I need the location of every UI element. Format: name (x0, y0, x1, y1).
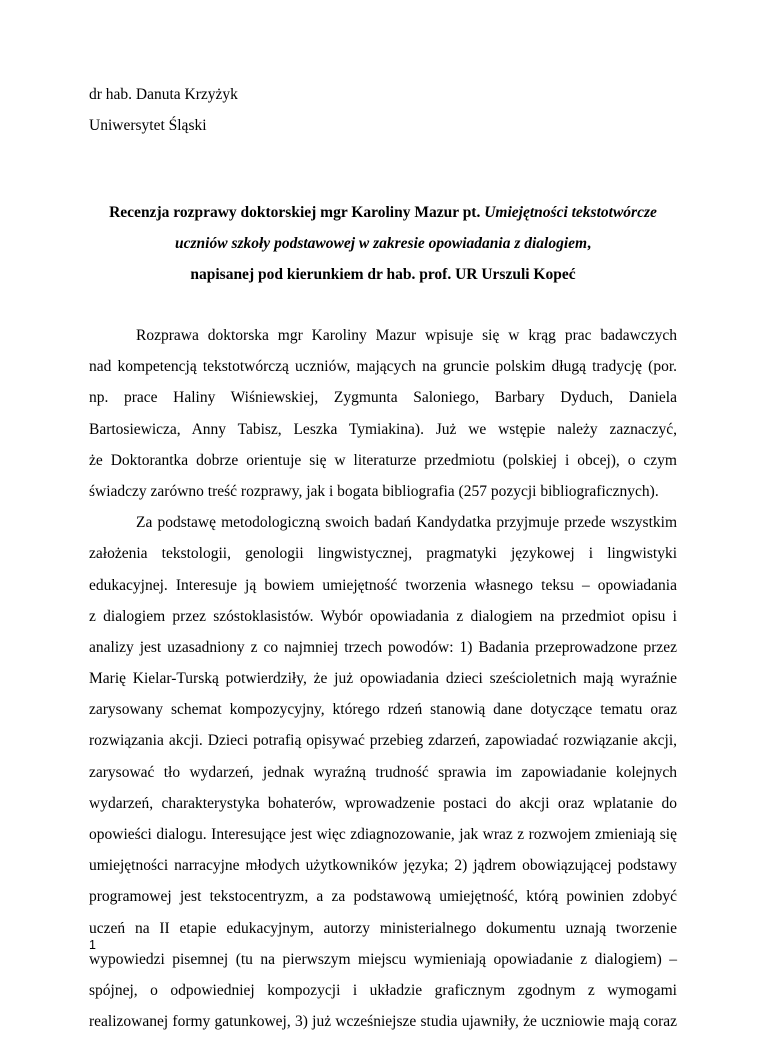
title-line-2-suffix: , (587, 235, 591, 252)
title-line-3: napisanej pod kierunkiem dr hab. prof. UR Urszuli Kopeć (190, 266, 576, 283)
paragraph-2-line: spójnej, o odpowiedniej kompozycji i układzie graficznym zgodnym z wymogami (89, 981, 677, 999)
paragraph-2-line: umiejętności narracyjne młodych użytkowników języka; 2) jądrem obowiązującej podstawy (89, 857, 677, 875)
paragraph-2-line: rozwiązania akcji. Dzieci potrafią opisywać przebieg zdarzeń, zapowiadać rozwiązanie akcji, (89, 732, 677, 750)
paragraph-2-line: założenia tekstologii, genologii lingwistycznej, pragmatyki językowej i lingwistyki (89, 545, 677, 563)
paragraph-2-line: zarysować tło wydarzeń, jednak wyraźną trudność sprawia im zapowiadanie kolejnych (89, 763, 677, 781)
paragraph-2-line: uczeń na II etapie edukacyjnym, autorzy ministerialnego dokumentu uznają tworzenie (89, 919, 677, 937)
review-title (89, 197, 677, 290)
paragraph-1-line: nad kompetencją tekstotwórczą uczniów, mających na gruncie polskim długą tradycję (por. (89, 358, 677, 376)
author-affiliation: Uniwersytet Śląski (89, 117, 207, 134)
paragraph-2-line: wydarzeń, charakterystyka bohaterów, wprowadzenie postaci do akcji oraz wplatanie do (89, 794, 677, 812)
paragraph-2-line: edukacyjnej. Interesuje ją bowiem umiejętność tworzenia własnego teksu – opowiadania (89, 576, 677, 594)
paragraph-2-line: opowieści dialogu. Interesujące jest więc zdiagnozowanie, jak wraz z rozwojem zmieniają się (89, 826, 677, 843)
paragraph-1-line: świadczy zarówno treść rozprawy, jak i bogata bibliografia (257 pozycji bibliograficznych). (89, 482, 659, 500)
paragraph-1-line: Bartosiewicza, Anny Tabisz, Leszka Tymiakina). Już we wstępie należy zaznaczyć, (89, 420, 677, 438)
title-line-1 (89, 197, 677, 228)
paragraph-2-line: z dialogiem przez szóstoklasistów. Wybór opowiadania z dialogiem na przedmiot opisu i (89, 607, 677, 625)
author-name: dr hab. Danuta Krzyżyk (89, 86, 238, 103)
page-number: 1 (89, 938, 96, 952)
paragraph-1-line: np. prace Haliny Wiśniewskiej, Zygmunta Saloniego, Barbary Dyduch, Daniela (89, 389, 677, 407)
paragraph-2-line: analizy jest uzasadniony z co najmniej trzech powodów: 1) Badania przeprowadzone przez (89, 638, 677, 656)
paragraph-2-line: Marię Kielar-Turską potwierdziły, że już opowiadania dzieci sześcioletnich mają wyraźnie (89, 670, 677, 688)
title-line-1-italic: Umiejętności tekstotwórcze (484, 204, 657, 221)
title-line-1-prefix: Recenzja rozprawy doktorskiej mgr Karoliny Mazur pt. (109, 204, 485, 221)
paragraph-1-line: że Doktorantka dobrze orientuje się w literaturze przedmiotu (polskiej i obcej), o czym (89, 451, 677, 469)
paragraph-2-line: realizowanej formy gatunkowej, 3) już wcześniejsze studia ujawniły, że uczniowie mają coraz (89, 1013, 677, 1031)
paragraph-1-line: Rozprawa doktorska mgr Karoliny Mazur wpisuje się w krąg prac badawczych (136, 327, 677, 344)
paragraph-2-line: wypowiedzi pisemnej (tu na pierwszym miejscu wymieniają opowiadanie z dialogiem) – (89, 950, 677, 968)
paragraph-2-line: zarysowany schemat kompozycyjny, którego rdzeń stanowią dane dotyczące tematu oraz (89, 701, 677, 719)
paragraph-2-line: Za podstawę metodologiczną swoich badań Kandydatka przyjmuje przede wszystkim (136, 514, 677, 532)
body-text (89, 320, 677, 1037)
title-line-2-italic: uczniów szkoły podstawowej w zakresie opowiadania z dialogiem (175, 235, 588, 252)
paragraph-2-line: programowej jest tekstocentryzm, a za podstawową umiejętność, którą powinien zdobyć (89, 888, 677, 906)
title-line-2 (89, 228, 677, 259)
